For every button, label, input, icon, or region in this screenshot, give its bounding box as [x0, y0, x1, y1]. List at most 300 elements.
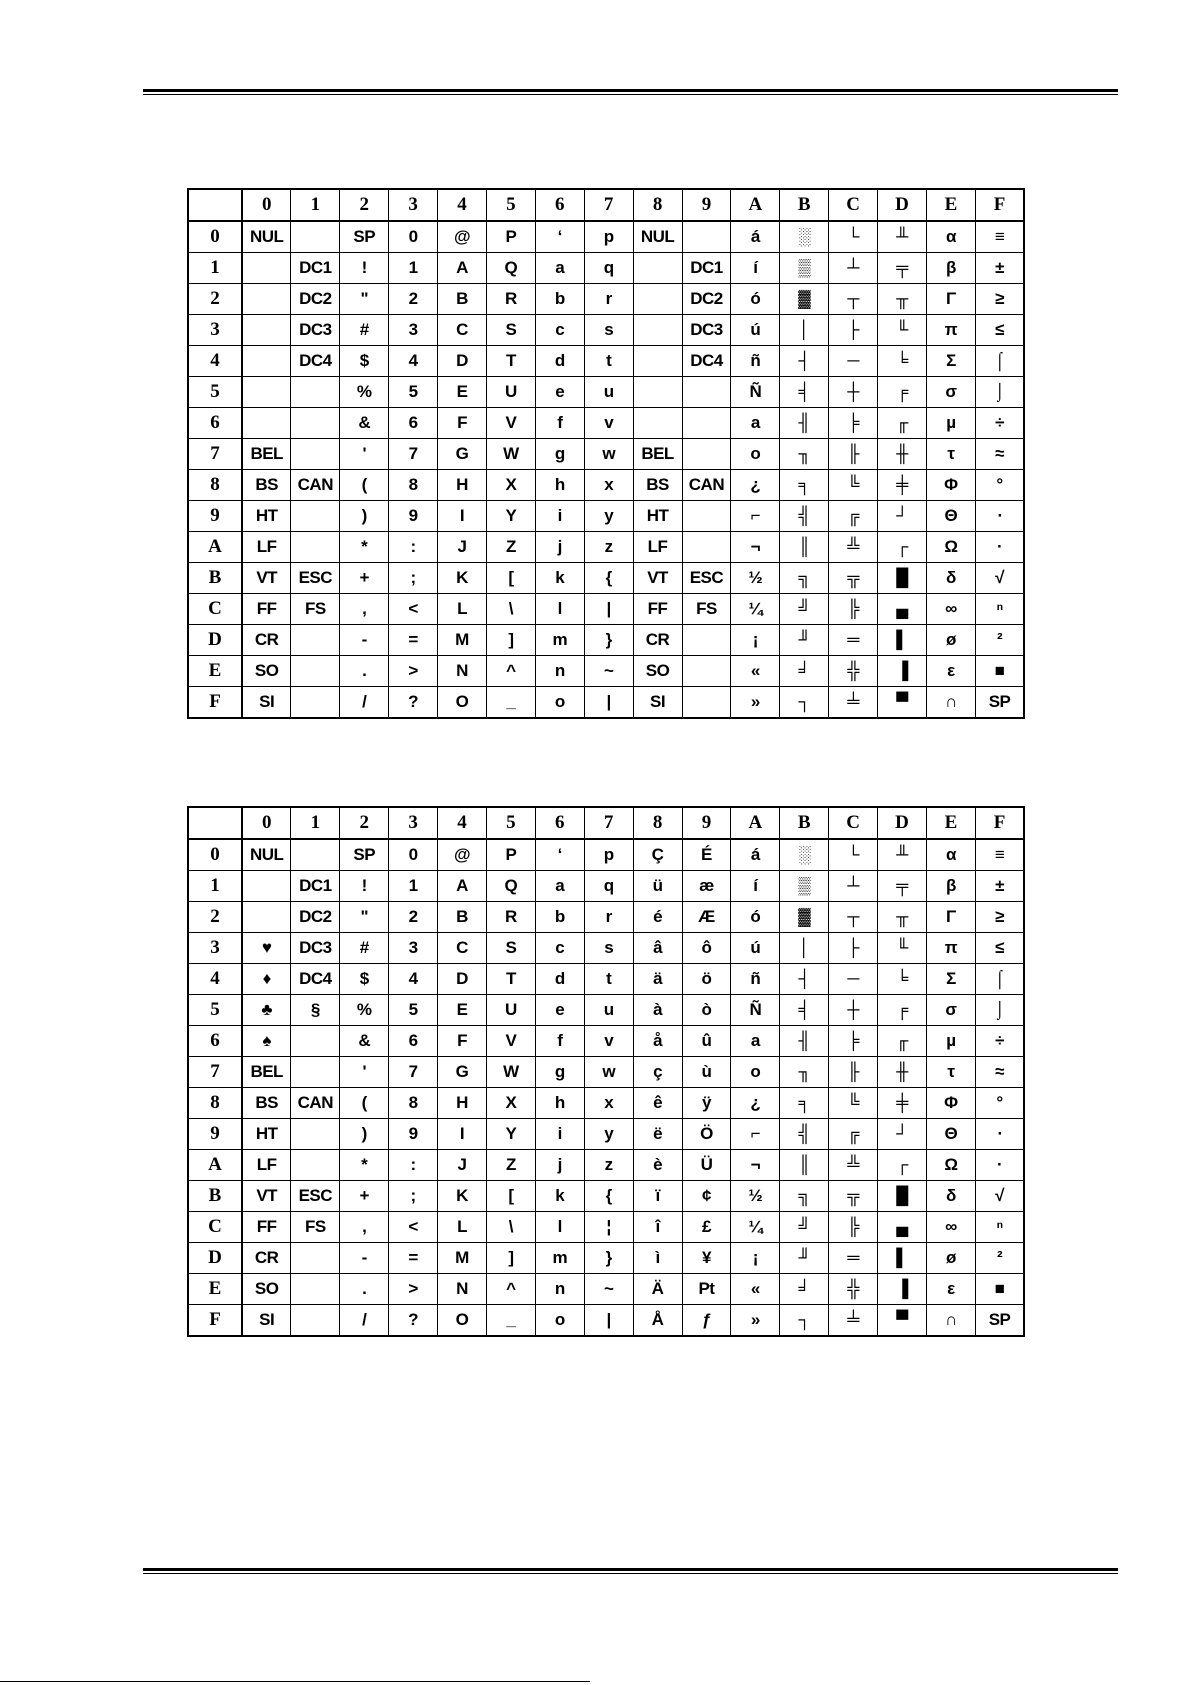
table-row	[188, 1057, 1024, 1088]
char-cell: f	[535, 1026, 584, 1057]
char-cell: E	[438, 995, 487, 1026]
char-cell	[682, 377, 731, 408]
char-cell: FS	[682, 594, 731, 625]
char-cell: SI	[242, 687, 291, 719]
char-cell: ╒	[878, 377, 927, 408]
char-cell: ¼	[731, 594, 780, 625]
char-cell: *	[340, 532, 389, 563]
char-cell: ┤	[780, 346, 829, 377]
char-cell	[291, 501, 340, 532]
char-cell: ┼	[829, 995, 878, 1026]
char-cell: DC2	[291, 902, 340, 933]
char-cell: ¡	[731, 625, 780, 656]
page-edge-line	[0, 1681, 590, 1682]
char-cell: HT	[242, 1119, 291, 1150]
row-header: C	[188, 1212, 242, 1243]
char-cell: v	[584, 408, 633, 439]
char-cell: Z	[486, 532, 535, 563]
char-cell: ô	[682, 933, 731, 964]
char-cell: 4	[389, 346, 438, 377]
char-cell: VT	[633, 563, 682, 594]
bottom-rule	[143, 1568, 1118, 1574]
row-header: 1	[188, 871, 242, 902]
char-cell: ∩	[926, 687, 975, 719]
char-cell: >	[389, 656, 438, 687]
char-cell: o	[731, 439, 780, 470]
char-cell: δ	[926, 1181, 975, 1212]
char-cell: ■	[975, 1274, 1024, 1305]
table-row	[188, 1243, 1024, 1274]
char-cell	[242, 346, 291, 377]
char-cell: ╫	[878, 439, 927, 470]
char-cell: ∙	[975, 501, 1024, 532]
column-header: 1	[291, 807, 340, 839]
char-cell: ╟	[829, 1057, 878, 1088]
char-cell: °	[975, 1088, 1024, 1119]
char-cell: 6	[389, 1026, 438, 1057]
char-cell: 7	[389, 1057, 438, 1088]
char-cell: U	[486, 377, 535, 408]
char-cell: ╟	[829, 439, 878, 470]
char-cell: ─	[829, 964, 878, 995]
column-header: 0	[242, 189, 291, 221]
char-cell: {	[584, 563, 633, 594]
char-cell: X	[486, 470, 535, 501]
char-cell: |	[584, 687, 633, 719]
char-cell: VT	[242, 1181, 291, 1212]
char-cell: ┬	[829, 284, 878, 315]
char-cell: n	[535, 1274, 584, 1305]
char-cell: FF	[242, 1212, 291, 1243]
char-cell: #	[340, 933, 389, 964]
char-cell: ¿	[731, 470, 780, 501]
table-row	[188, 839, 1024, 871]
char-cell: ├	[829, 933, 878, 964]
char-cell: BEL	[633, 439, 682, 470]
char-cell: ¢	[682, 1181, 731, 1212]
row-header: 0	[188, 221, 242, 253]
char-cell: ·	[975, 1150, 1024, 1181]
row-header: 4	[188, 964, 242, 995]
char-cell: 3	[389, 933, 438, 964]
char-cell	[242, 284, 291, 315]
character-table-1	[187, 188, 1025, 719]
char-cell: ¬	[731, 1150, 780, 1181]
char-cell: µ	[926, 408, 975, 439]
row-header: A	[188, 532, 242, 563]
char-cell	[242, 902, 291, 933]
char-cell: Φ	[926, 470, 975, 501]
char-cell: █	[878, 563, 927, 594]
char-cell: ▀	[878, 687, 927, 719]
char-cell: j	[535, 1150, 584, 1181]
char-cell: æ	[682, 871, 731, 902]
char-cell: }	[584, 625, 633, 656]
table-row	[188, 1212, 1024, 1243]
char-cell: &	[340, 408, 389, 439]
char-cell: ┘	[878, 501, 927, 532]
char-cell: ≤	[975, 933, 1024, 964]
char-cell: δ	[926, 563, 975, 594]
char-cell: ▌	[878, 625, 927, 656]
char-cell: ∞	[926, 1212, 975, 1243]
char-cell: τ	[926, 439, 975, 470]
char-cell: ▒	[780, 871, 829, 902]
char-cell: Pt	[682, 1274, 731, 1305]
char-cell: _	[486, 1305, 535, 1337]
char-cell: Z	[486, 1150, 535, 1181]
char-cell: ·	[975, 532, 1024, 563]
char-cell: ≥	[975, 902, 1024, 933]
char-cell: ≈	[975, 439, 1024, 470]
char-cell: ╤	[878, 871, 927, 902]
char-cell: w	[584, 1057, 633, 1088]
row-header: D	[188, 1243, 242, 1274]
char-cell: ╢	[780, 408, 829, 439]
char-cell: ╦	[829, 1181, 878, 1212]
char-cell: ,	[340, 1212, 389, 1243]
char-cell	[291, 532, 340, 563]
column-header: 9	[682, 189, 731, 221]
corner-cell	[188, 807, 242, 839]
char-cell: ═	[829, 1243, 878, 1274]
char-cell: ╨	[878, 839, 927, 871]
char-cell: ╞	[829, 408, 878, 439]
char-cell: H	[438, 470, 487, 501]
char-cell: +	[340, 563, 389, 594]
char-cell: █	[878, 1181, 927, 1212]
char-cell: )	[340, 501, 389, 532]
row-header: 1	[188, 253, 242, 284]
column-header: 9	[682, 807, 731, 839]
char-cell: NUL	[242, 839, 291, 871]
char-cell: NUL	[242, 221, 291, 253]
char-cell: ü	[633, 871, 682, 902]
char-cell: K	[438, 563, 487, 594]
char-cell: ┘	[878, 1119, 927, 1150]
char-cell: 2	[389, 284, 438, 315]
char-cell: Ω	[926, 1150, 975, 1181]
char-cell: "	[340, 902, 389, 933]
char-cell: ⁿ	[975, 1212, 1024, 1243]
char-cell: ╖	[780, 1057, 829, 1088]
char-cell: a	[731, 1026, 780, 1057]
char-cell: Σ	[926, 346, 975, 377]
char-cell: u	[584, 995, 633, 1026]
char-cell: ╪	[878, 470, 927, 501]
char-cell: Å	[633, 1305, 682, 1337]
char-cell: ⌡	[975, 995, 1024, 1026]
char-cell: ╔	[829, 501, 878, 532]
char-cell: ≡	[975, 839, 1024, 871]
char-cell: »	[731, 687, 780, 719]
char-cell: DC3	[682, 315, 731, 346]
char-cell: á	[731, 221, 780, 253]
char-cell	[291, 687, 340, 719]
char-cell: SI	[633, 687, 682, 719]
char-cell: BS	[242, 1088, 291, 1119]
char-cell: DC2	[682, 284, 731, 315]
char-cell: )	[340, 1119, 389, 1150]
char-cell: ╓	[878, 408, 927, 439]
table-row	[188, 315, 1024, 346]
char-cell: e	[535, 377, 584, 408]
table-row	[188, 377, 1024, 408]
char-cell: ≤	[975, 315, 1024, 346]
char-cell: ⌐	[731, 501, 780, 532]
char-cell: ½	[731, 1181, 780, 1212]
char-cell: .	[340, 1274, 389, 1305]
char-cell: BS	[633, 470, 682, 501]
char-cell: BS	[242, 470, 291, 501]
char-cell	[291, 625, 340, 656]
char-cell: DC2	[291, 284, 340, 315]
row-header: E	[188, 1274, 242, 1305]
row-header: 7	[188, 439, 242, 470]
char-cell: í	[731, 253, 780, 284]
char-cell: ╖	[780, 439, 829, 470]
column-header: 1	[291, 189, 340, 221]
char-cell: ┼	[829, 377, 878, 408]
char-cell: i	[535, 501, 584, 532]
char-cell: _	[486, 687, 535, 719]
char-cell: α	[926, 221, 975, 253]
table-row	[188, 284, 1024, 315]
char-cell	[242, 871, 291, 902]
char-cell: |	[584, 1305, 633, 1337]
char-cell	[291, 1150, 340, 1181]
char-cell: t	[584, 964, 633, 995]
char-cell: å	[633, 1026, 682, 1057]
char-cell: x	[584, 470, 633, 501]
char-cell: k	[535, 1181, 584, 1212]
char-cell: 5	[389, 995, 438, 1026]
char-cell: ;	[389, 1181, 438, 1212]
char-cell: 1	[389, 871, 438, 902]
char-cell: ║	[780, 1150, 829, 1181]
char-cell: ╫	[878, 1057, 927, 1088]
char-cell: \	[486, 594, 535, 625]
char-cell	[291, 839, 340, 871]
char-cell: {	[584, 1181, 633, 1212]
char-cell: CAN	[682, 470, 731, 501]
char-cell: ╘	[878, 346, 927, 377]
char-cell: α	[926, 839, 975, 871]
char-cell: É	[682, 839, 731, 871]
column-header: 8	[633, 807, 682, 839]
char-cell	[291, 1026, 340, 1057]
table-row	[188, 964, 1024, 995]
char-cell	[291, 1119, 340, 1150]
char-cell: ╙	[878, 315, 927, 346]
char-cell: SO	[242, 1274, 291, 1305]
column-header: 0	[242, 807, 291, 839]
char-cell: FS	[291, 1212, 340, 1243]
column-header: 6	[535, 189, 584, 221]
column-header: 7	[584, 807, 633, 839]
char-cell: ╡	[780, 377, 829, 408]
char-cell: ░	[780, 839, 829, 871]
char-cell: Æ	[682, 902, 731, 933]
char-cell: ♦	[242, 964, 291, 995]
char-cell: O	[438, 1305, 487, 1337]
char-cell: SI	[242, 1305, 291, 1337]
char-cell: ┐	[780, 687, 829, 719]
char-cell: 7	[389, 439, 438, 470]
char-cell: c	[535, 933, 584, 964]
char-cell: A	[438, 253, 487, 284]
char-cell	[633, 408, 682, 439]
char-cell: ú	[731, 315, 780, 346]
char-cell	[291, 656, 340, 687]
char-cell: VT	[242, 563, 291, 594]
char-cell: G	[438, 439, 487, 470]
char-cell	[682, 532, 731, 563]
char-cell: ⁿ	[975, 594, 1024, 625]
char-cell	[633, 315, 682, 346]
char-cell: X	[486, 1088, 535, 1119]
char-cell: U	[486, 995, 535, 1026]
row-header: 2	[188, 902, 242, 933]
row-header: 3	[188, 933, 242, 964]
table-row	[188, 470, 1024, 501]
char-cell: h	[535, 1088, 584, 1119]
char-cell: Θ	[926, 1119, 975, 1150]
char-cell: s	[584, 315, 633, 346]
char-cell: I	[438, 501, 487, 532]
char-cell: ç	[633, 1057, 682, 1088]
char-cell: ñ	[731, 346, 780, 377]
char-cell: ≡	[975, 221, 1024, 253]
table-row	[188, 532, 1024, 563]
char-cell: ±	[975, 253, 1024, 284]
char-cell: ESC	[291, 563, 340, 594]
char-cell: «	[731, 656, 780, 687]
char-cell: P	[486, 839, 535, 871]
char-cell: f	[535, 408, 584, 439]
char-cell: ╛	[780, 1274, 829, 1305]
char-cell: %	[340, 377, 389, 408]
column-header-row	[188, 189, 1024, 221]
char-cell	[682, 656, 731, 687]
char-cell: p	[584, 839, 633, 871]
char-cell: [	[486, 1181, 535, 1212]
column-header: E	[926, 807, 975, 839]
char-cell: L	[438, 594, 487, 625]
char-cell: √	[975, 1181, 1024, 1212]
char-cell: ì	[633, 1243, 682, 1274]
char-cell: DC1	[291, 871, 340, 902]
char-cell: Q	[486, 871, 535, 902]
char-cell: u	[584, 377, 633, 408]
char-cell: ╚	[829, 470, 878, 501]
char-cell: √	[975, 563, 1024, 594]
column-header: B	[780, 189, 829, 221]
char-cell: w	[584, 439, 633, 470]
char-cell: ö	[682, 964, 731, 995]
char-cell	[633, 346, 682, 377]
row-header: 3	[188, 315, 242, 346]
char-cell: BEL	[242, 439, 291, 470]
char-cell: CR	[633, 625, 682, 656]
char-cell: │	[780, 315, 829, 346]
char-cell: «	[731, 1274, 780, 1305]
char-cell: ╠	[829, 1212, 878, 1243]
char-cell: ¡	[731, 1243, 780, 1274]
char-cell: p	[584, 221, 633, 253]
char-cell: CR	[242, 1243, 291, 1274]
char-cell: @	[438, 839, 487, 871]
char-cell: ─	[829, 346, 878, 377]
char-cell: §	[291, 995, 340, 1026]
char-cell: ♣	[242, 995, 291, 1026]
row-header: D	[188, 625, 242, 656]
char-cell: ~	[584, 1274, 633, 1305]
char-cell: DC1	[291, 253, 340, 284]
char-cell: -	[340, 1243, 389, 1274]
char-cell: ²	[975, 625, 1024, 656]
row-header: 2	[188, 284, 242, 315]
char-cell: ¥	[682, 1243, 731, 1274]
char-cell	[682, 408, 731, 439]
char-cell: ^	[486, 656, 535, 687]
char-cell: c	[535, 315, 584, 346]
column-header: 5	[486, 807, 535, 839]
char-cell: S	[486, 315, 535, 346]
char-cell: ÷	[975, 1026, 1024, 1057]
char-cell: Ñ	[731, 377, 780, 408]
char-cell: ▐	[878, 656, 927, 687]
char-cell: ╔	[829, 1119, 878, 1150]
char-cell: ┬	[829, 902, 878, 933]
char-cell: ESC	[682, 563, 731, 594]
column-header: F	[975, 189, 1024, 221]
char-cell: Ñ	[731, 995, 780, 1026]
char-cell	[291, 1243, 340, 1274]
row-header: 8	[188, 470, 242, 501]
char-cell: T	[486, 346, 535, 377]
table-row	[188, 253, 1024, 284]
char-cell: q	[584, 871, 633, 902]
char-cell	[242, 408, 291, 439]
row-header: 7	[188, 1057, 242, 1088]
char-cell: s	[584, 933, 633, 964]
column-header: 3	[389, 807, 438, 839]
column-header: 5	[486, 189, 535, 221]
char-cell: D	[438, 964, 487, 995]
char-cell: Ä	[633, 1274, 682, 1305]
char-cell: =	[389, 625, 438, 656]
row-header: F	[188, 687, 242, 719]
char-cell: ó	[731, 284, 780, 315]
column-header: 3	[389, 189, 438, 221]
char-cell: ε	[926, 656, 975, 687]
char-cell: K	[438, 1181, 487, 1212]
char-cell: o	[535, 687, 584, 719]
char-cell: V	[486, 1026, 535, 1057]
char-cell: ╗	[780, 1181, 829, 1212]
char-cell: â	[633, 933, 682, 964]
char-cell: -	[340, 625, 389, 656]
char-cell: ó	[731, 902, 780, 933]
char-cell: 2	[389, 902, 438, 933]
char-cell: ¦	[584, 1212, 633, 1243]
column-header: A	[731, 807, 780, 839]
char-cell: SP	[340, 839, 389, 871]
char-cell: a	[535, 253, 584, 284]
table-row	[188, 902, 1024, 933]
char-cell: NUL	[633, 221, 682, 253]
